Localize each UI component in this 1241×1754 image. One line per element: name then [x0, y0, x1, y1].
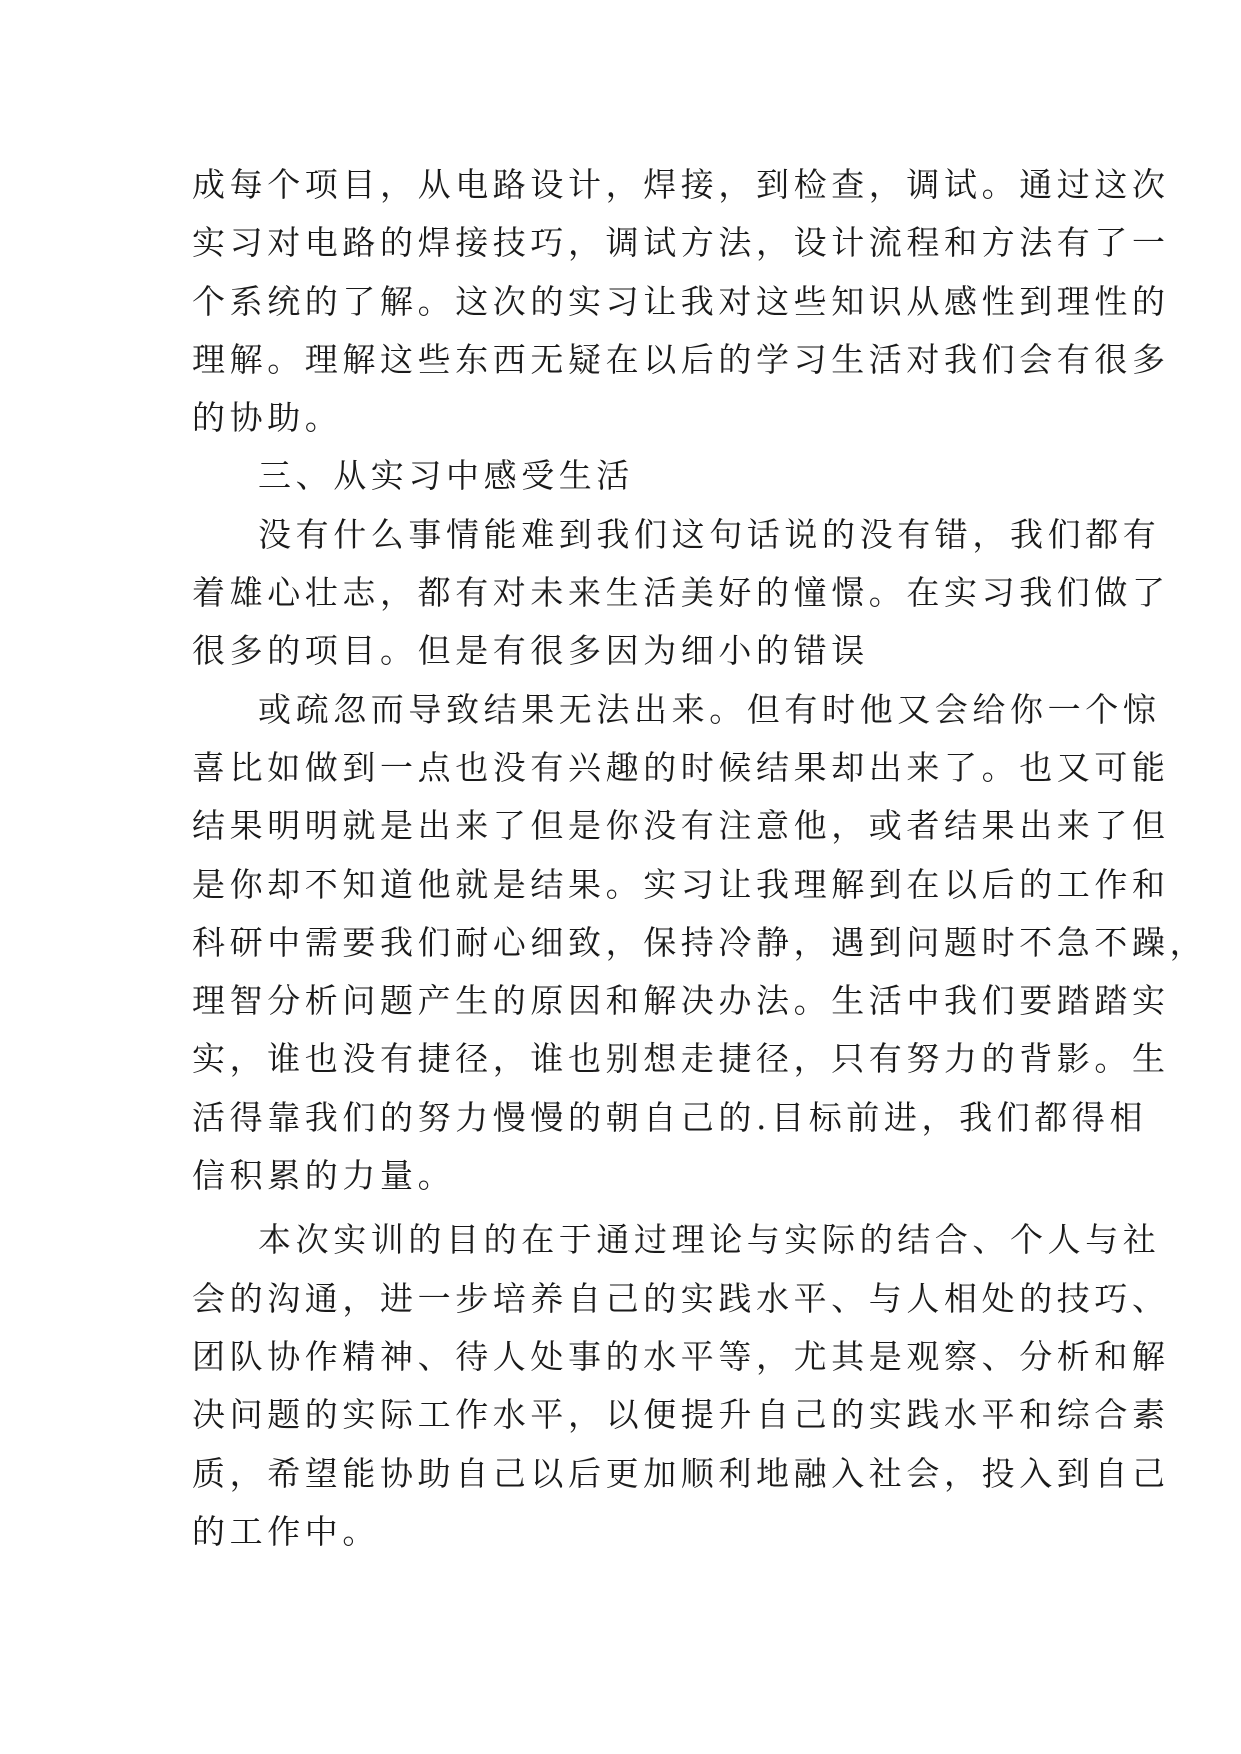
- text-line: 很多的项目。但是有很多因为细小的错误: [192, 631, 869, 671]
- text-line: 会的沟通，进一步培养自己的实践水平、与人相处的技巧、: [192, 1278, 1170, 1318]
- text-line: 理解。理解这些东西无疑在以后的学习生活对我们会有很多: [192, 339, 1170, 379]
- text-line: 科研中需要我们耐心细致，保持冷静，遇到问题时不急不躁，: [192, 922, 1208, 962]
- section-heading: 三、从实习中感受生活: [258, 456, 634, 496]
- text-line: 的工作中。: [192, 1511, 380, 1551]
- text-line: 实习对电路的焊接技巧，调试方法，设计流程和方法有了一: [192, 223, 1170, 263]
- text-line: 活得靠我们的努力慢慢的朝自己的.目标前进，我们都得相: [192, 1097, 1148, 1137]
- text-line: 是你却不知道他就是结果。实习让我理解到在以后的工作和: [192, 864, 1170, 904]
- text-line: 本次实训的目的在于通过理论与实际的结合、个人与社: [258, 1220, 1161, 1260]
- text-line: 决问题的实际工作水平，以便提升自己的实践水平和综合素: [192, 1395, 1170, 1435]
- text-line: 团队协作精神、待人处事的水平等，尤其是观察、分析和解: [192, 1336, 1170, 1376]
- text-line: 质，希望能协助自己以后更加顺利地融入社会，投入到自己: [192, 1453, 1170, 1493]
- text-line: 或疏忽而导致结果无法出来。但有时他又会给你一个惊: [258, 689, 1161, 729]
- text-line: 没有什么事情能难到我们这句话说的没有错，我们都有: [258, 514, 1161, 554]
- text-line: 的协助。: [192, 398, 343, 438]
- text-line: 喜比如做到一点也没有兴趣的时候结果却出来了。也又可能: [192, 747, 1170, 787]
- text-line: 信积累的力量。: [192, 1156, 456, 1196]
- text-line: 理智分析问题产生的原因和解决办法。生活中我们要踏踏实: [192, 981, 1170, 1021]
- text-line: 结果明明就是出来了但是你没有注意他，或者结果出来了但: [192, 806, 1170, 846]
- text-line: 成每个项目，从电路设计，焊接，到检查，调试。通过这次: [192, 165, 1170, 204]
- document-body: [192, 156, 1208, 1561]
- text-line: 个系统的了解。这次的实习让我对这些知识从感性到理性的: [192, 281, 1170, 321]
- text-line: 着雄心壮志，都有对未来生活美好的憧憬。在实习我们做了: [192, 573, 1170, 613]
- text-line: 实，谁也没有捷径，谁也别想走捷径，只有努力的背影。生: [192, 1039, 1170, 1079]
